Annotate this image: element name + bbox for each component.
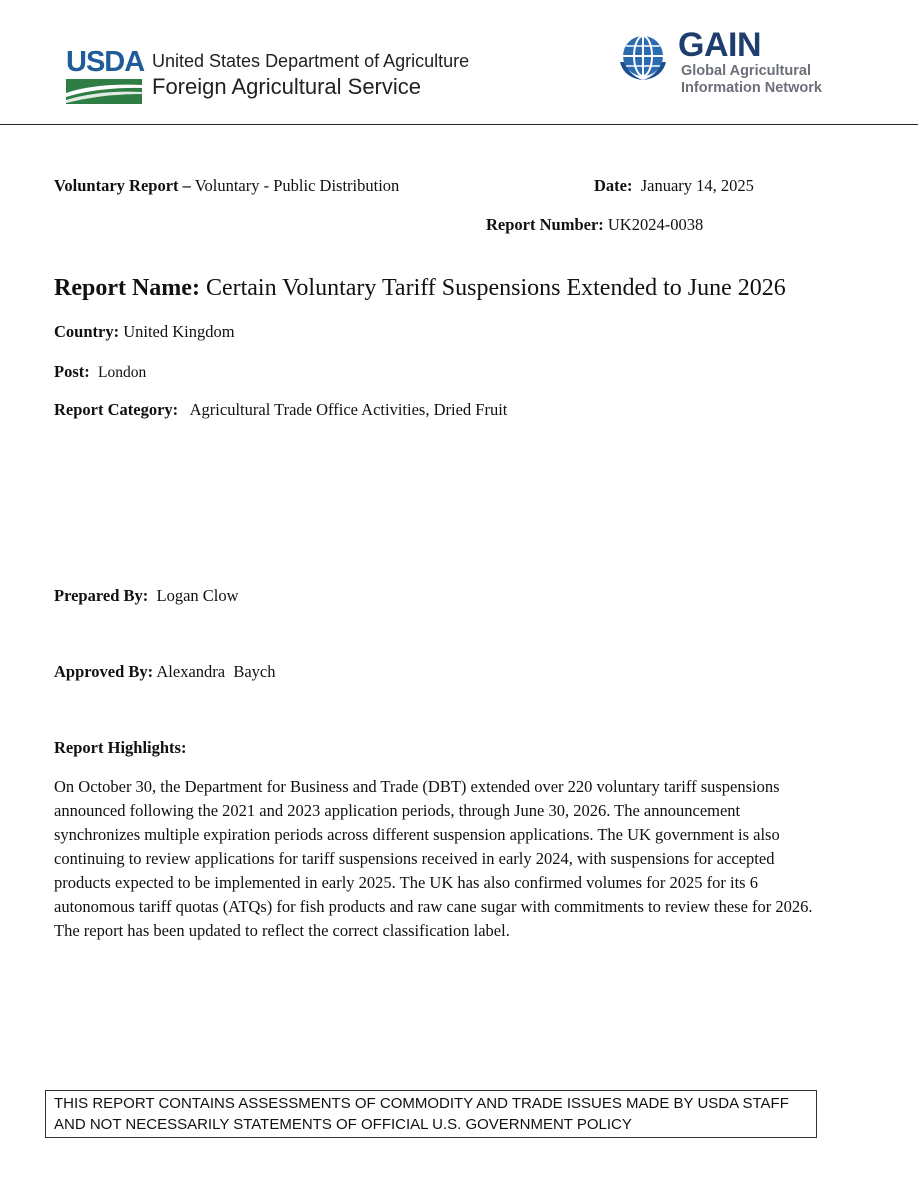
usda-logo: USDA — [66, 46, 145, 78]
report-name-label: Report Name: — [54, 275, 200, 301]
agency-name: United States Department of Agriculture — [152, 51, 470, 71]
approved-by-label: Approved By: — [54, 662, 154, 681]
report-number-line — [486, 215, 703, 235]
prepared-by-label: Prepared By: — [54, 586, 149, 605]
gain-logo-line1: Global Agricultural — [681, 63, 811, 79]
agency-service: Foreign Agricultural Service — [152, 74, 422, 99]
highlights-heading: Report Highlights: — [54, 738, 187, 757]
category-value: Agricultural Trade Office Activities, Dried Fruit — [189, 400, 508, 419]
voluntary-report-line — [54, 176, 399, 196]
date-line — [594, 176, 754, 196]
gain-globe-icon — [616, 32, 670, 84]
gain-logo-title: GAIN — [678, 26, 761, 64]
usda-logo-band — [66, 79, 142, 104]
highlights-paragraph: On October 30, the Department for Business and Trade (DBT) extended over 220 voluntary tariff suspensions announced following the 2021 and 2023 application periods, through June 30, 2026. The announcement synchronizes multiple expiration periods across different suspension applications. The UK government is also continuing to review applications for tariff suspensions received in early 2024, with suspensions for accepted products expected to be implemented in early 2025. The UK has also confirmed volumes for 2025 for its 6 autonomous tariff quotas (ATQs) for fish products and raw cane sugar with commitments to review these for 2026. The report has been updated to reflect the correct classification label. — [54, 777, 813, 940]
approved-by-line — [54, 662, 276, 682]
date-value: January 14, 2025 — [640, 176, 754, 195]
date-label: Date: — [594, 176, 633, 195]
report-name-value: Certain Voluntary Tariff Suspensions Extended to June 2026 — [205, 275, 786, 301]
voluntary-value: Voluntary - Public Distribution — [194, 176, 400, 195]
report-number-label: Report Number: — [486, 215, 604, 234]
report-number-value: UK2024-0038 — [607, 215, 704, 234]
gain-logo-line2: Information Network — [681, 80, 822, 96]
country-value: United Kingdom — [123, 322, 235, 341]
disclaimer-line2: AND NOT NECESSARILY STATEMENTS OF OFFICIAL U.S. GOVERNMENT POLICY — [54, 1116, 632, 1133]
post-value: London — [98, 364, 147, 381]
post-label: Post: — [54, 362, 90, 381]
voluntary-label: Voluntary Report – — [54, 176, 191, 195]
prepared-by-line — [54, 586, 239, 606]
country-label: Country: — [54, 322, 120, 341]
prepared-by-value: Logan Clow — [156, 586, 239, 605]
disclaimer-box — [45, 1090, 817, 1138]
category-line — [54, 400, 507, 420]
category-label: Report Category: — [54, 400, 179, 419]
disclaimer-line1: THIS REPORT CONTAINS ASSESSMENTS OF COMMODITY AND TRADE ISSUES MADE BY USDA STAFF — [54, 1095, 789, 1112]
approved-by-value: Alexandra Baych — [156, 662, 276, 681]
country-line — [54, 322, 235, 342]
page-header — [0, 0, 918, 125]
report-name — [54, 275, 786, 302]
post-line — [54, 362, 146, 382]
